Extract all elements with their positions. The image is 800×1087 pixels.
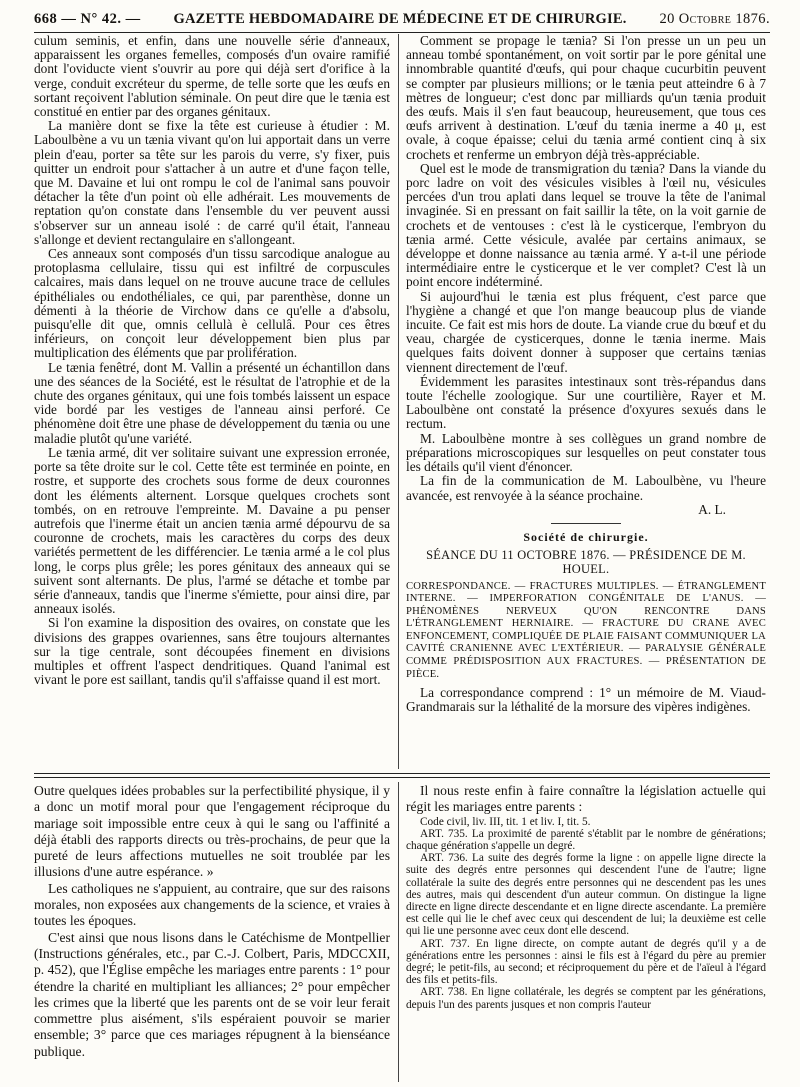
paragraph: La correspondance comprend : 1° un mémoire de M. Viaud-Grandmarais sur la léthalité de la morsure des vipères indigènes. xyxy=(406,685,766,715)
top-left-column xyxy=(34,34,390,687)
top-right-column xyxy=(406,34,766,715)
section-divider xyxy=(34,773,770,774)
bottom-right-column xyxy=(406,783,766,1011)
author-signature: A. L. xyxy=(698,501,726,517)
paragraph: Les catholiques ne s'appuient, au contraire, que sur des raisons morales, non exposées aux changements de la science, et vraies à toutes les époques. xyxy=(34,880,390,929)
paragraph: Le tænia armé, dit ver solitaire suivant une expression erronée, porte sa tête droite sur le col. Cette tête est terminée en pointe, en rostre, et supporte des crochets sous forme de deux couronnes dont les éléments alternent. Lorsque quelques crochets sont tombés, on en retrouve l'empreinte. M. Davaine a pu penser autrefois que l'inerme était un ancien tænia armé dépourvu de sa couronne de crochets, mais les caractères du corps des deux variétés permettent de les différencier. Le tænia armé a le col plus long, le corps plus grêle; les pores génitaux des anneaux qui se suivent sont alternants. De plus, l'armé se détache et tombe par série d'anneaux, tandis que l'inerme s'émiette, pour ainsi dire, par anneaux isolés. xyxy=(34,444,390,617)
section-rule xyxy=(551,523,621,524)
article: ART. 736. La suite des degrés forme la ligne : on appelle ligne directe la suite des degrés entre personnes qui descendent l'une de l'autre; ligne collatérale la suite des degrés entre personnes qui ne descendent pas les unes des autres, mais qui descendent d'un auteur commun. On distingue la ligne directe en ligne directe descendante et en ligne directe ascendante. La première est celle qui lie le chef avec ceux qui descendent de lui; la deuxième est celle qui lie une personne avec ceux dont elle descend. xyxy=(406,852,766,938)
page-header xyxy=(34,6,770,32)
article: ART. 738. En ligne collatérale, les degrés se comptent par les générations, depuis l'un des parents jusques et non compris l'auteur xyxy=(406,986,766,1011)
journal-title: GAZETTE HEBDOMADAIRE DE MÉDECINE ET DE CHIRURGIE. xyxy=(173,10,627,27)
article: ART. 735. La proximité de parenté s'établit par le nombre de générations; chaque génération s'appelle un degré. xyxy=(406,827,766,852)
paragraph: La fin de la communication de M. Laboulbène, vu l'heure avancée, est renvoyée à la séance prochaine. xyxy=(406,473,766,503)
page-number: 668 — N° 42. — xyxy=(34,10,141,27)
paragraph: culum seminis, et enfin, dans une nouvelle série d'anneaux, apparaissent les organes femelles, composés d'un ovaire ramifié dont l'oviducte vient s'ouvrir au pore qui déjà sert d'orifice à la verge, conduit excréteur du sperme, de telle sorte que les œufs en sortant reçoivent l'ablution séminale. On peut dire que le tænia est constitué en entier par des organes génitaux. xyxy=(34,33,390,120)
paragraph: Outre quelques idées probables sur la perfectibilité physique, il y a donc un motif moral pour que l'engagement réciproque du mariage soit impossible entre ceux à qui le sang ou l'affinité a déjà établi des rapports directs ou très-prochains, de peur que la pureté de leurs affections mutuelles ne soit troublée par les illusions d'une autre espérance. » xyxy=(34,783,390,880)
section-divider-thin xyxy=(34,777,770,778)
paragraph: Si aujourd'hui le tænia est plus fréquent, c'est parce que l'hygiène a changé et que l'on mange beaucoup plus de viande incuite. Ce fait est mis hors de doute. La viande crue du bœuf et du veau, chargée de cysticerques, donne le tænia inerme. Mais quelques faits doivent donner à supposer que certains tænias viennent directement de l'œuf. xyxy=(406,288,766,375)
column-divider xyxy=(398,34,399,769)
seance-heading: SÉANCE DU 11 OCTOBRE 1876. — PRÉSIDENCE DE M. HOUEL. xyxy=(426,548,746,577)
paragraph: Si l'on examine la disposition des ovaires, on constate que les divisions des grappes ovariennes, sans être toujours alternantes sur la tige centrale, sont découpées finement en divisions multiples et offrent l'aspect dendritiques. Quand l'animal est vivant le pore est saillant, tandis qu'il s'affaisse quand il est mort. xyxy=(34,615,390,688)
code-reference: Code civil, liv. III, tit. 1 et liv. I, tit. 5. xyxy=(420,815,591,828)
paragraph: Ces anneaux sont composés d'un tissu sarcodique analogue au protoplasma cellulaire, tissu qui est infiltré de corpuscules calcaires, mais dans lequel on ne trouve aucune trace de cellules épithéliales ou endothéliales, ce qui, par parenthèse, donne un démenti à la théorie de Virchow dans ce qu'elle a d'absolu, puisqu'elle dit que, omnis cellulà è cellulâ. Pour ces êtres inférieurs, on conçoit leur développement bien plus par multiplication des éléments que par prolifération. xyxy=(34,246,390,361)
paragraph: Il nous reste enfin à faire connaître la législation actuelle qui régit les mariages entre parents : xyxy=(406,783,766,815)
paragraph: Le tænia fenêtré, dont M. Vallin a présenté un échantillon dans une des séances de la Société, est le résultat de l'atrophie et de la chute des organes génitaux, qui une fois tombés laissent un espace vide bordé par les vestiges de l'anneau ainsi perforé. Ce phénomène doit être une phase de développement du tænia ou une maladie plutôt qu'une variété. xyxy=(34,359,390,446)
paragraph: M. Laboulbène montre à ses collègues un grand nombre de préparations microscopiques sur lesquelles on peut constater tous les détails qu'il vient d'énoncer. xyxy=(406,430,766,475)
society-title: Société de chirurgie. xyxy=(523,529,649,544)
issue-date: 20 Octobre 1876. xyxy=(659,10,770,27)
session-summary: CORRESPONDANCE. — FRACTURES MULTIPLES. — ÉTRANGLEMENT INTERNE. — IMPERFORATION CONGÉNITALE DE L'ANUS. — PHÉNOMÈNES NERVEUX QU'ON RENCONTRE DANS L'ÉTRANGLEMENT HERNIAIRE. — FRACTURE DU CRANE AVEC ENFONCEMENT, COMPLIQUÉE DE PLAIE FAISANT COMMUNIQUER LA CAVITÉ CRANIENNE AVEC L'EXTÉRIEUR. — PARALYSIE GÉNÉRALE COMME PRÉDISPOSITION AUX FRACTURES. — PRÉSENTATION DE PIÈCE. xyxy=(406,580,766,680)
paragraph: Évidemment les parasites intestinaux sont très-répandus dans toute l'échelle zoologique. Sur une courtilière, Rayer et M. Laboulbène ont constaté la présence d'oxyures sexués dans le rectum. xyxy=(406,373,766,432)
column-divider xyxy=(398,782,399,1082)
paragraph: La manière dont se fixe la tête est curieuse à étudier : M. Laboulbène a vu un tænia vivant qu'on lui apportait dans un verre plein d'eau, porter sa tête sur les parois du verre, s'y fixer, puis quitter un endroit pour s'attacher à un autre et d'une façon telle, que M. Davaine et lui ont rompu le col de l'animal sans pouvoir détacher la tête d'un point où elle adhérait. Les mouvements de reptation qu'on constate dans l'ensemble du ver peuvent aussi s'observer sur un anneau isolé : de carré qu'il était, l'anneau s'allonge et devient rectangulaire en s'allongeant. xyxy=(34,118,390,247)
article: ART. 737. En ligne directe, on compte autant de degrés qu'il y a de générations entre les personnes : ainsi le fils est à l'égard du père au premier degré; le petit-fils, au second; et réciproquement du père et de l'aïeul à l'égard des fils et petits-fils. xyxy=(406,937,766,987)
paragraph: Quel est le mode de transmigration du tænia? Dans la viande du porc ladre on voit des vésicules visibles à l'œil nu, vésicules percées d'un trou aplati dans lequel se trouve la tête de l'animal invaginée. Si en pressant on fait saillir la tête, on la voit garnie de crochets et de ventouses : c'est là le cysticerque, l'embryon du tænia armé. Cette vésicule, avalée par certains animaux, se développe et donne naissance au tænia armé. Y a-t-il une période intermédiaire entre le cysticerque et le ver complet? C'est là un point encore indéterminé. xyxy=(406,160,766,290)
paragraph: Comment se propage le tænia? Si l'on presse un un peu un anneau tombé spontanément, on voit sortir par le pore génital une innombrable quantité d'œufs, qui pour chaque cucurbitin peuvent se compter par plusieurs millions; or le tænia peut atteindre 6 à 7 mètres de longueur; c'est donc par milliards qu'un tænia produit des œufs. Mais il s'en faut beaucoup, heureusement, que tous ces œufs arrivent à destination. L'œuf du tænia inerme a 40 μ, est ovale, à coque épaisse; celui du tænia armé contient cinq à six crochets et renferme un embryon déjà très-appréciable. xyxy=(406,33,766,162)
paragraph: C'est ainsi que nous lisons dans le Catéchisme de Montpellier (Instructions générales, etc., par C.-J. Colbert, Paris, MDCCXII, p. 452), que l'Église empêche les mariages entre parents : 1° pour étendre la charité en multipliant les alliances; 2° pour empêcher les crimes que la liberté que les parents ont de se voir leur ferait commettre plus aisément, s'ils espéraient pouvoir se marier ensemble; 3° parce que ces mariages répugnent à la bienséance publique. xyxy=(34,929,390,1059)
bottom-left-column xyxy=(34,783,390,1060)
